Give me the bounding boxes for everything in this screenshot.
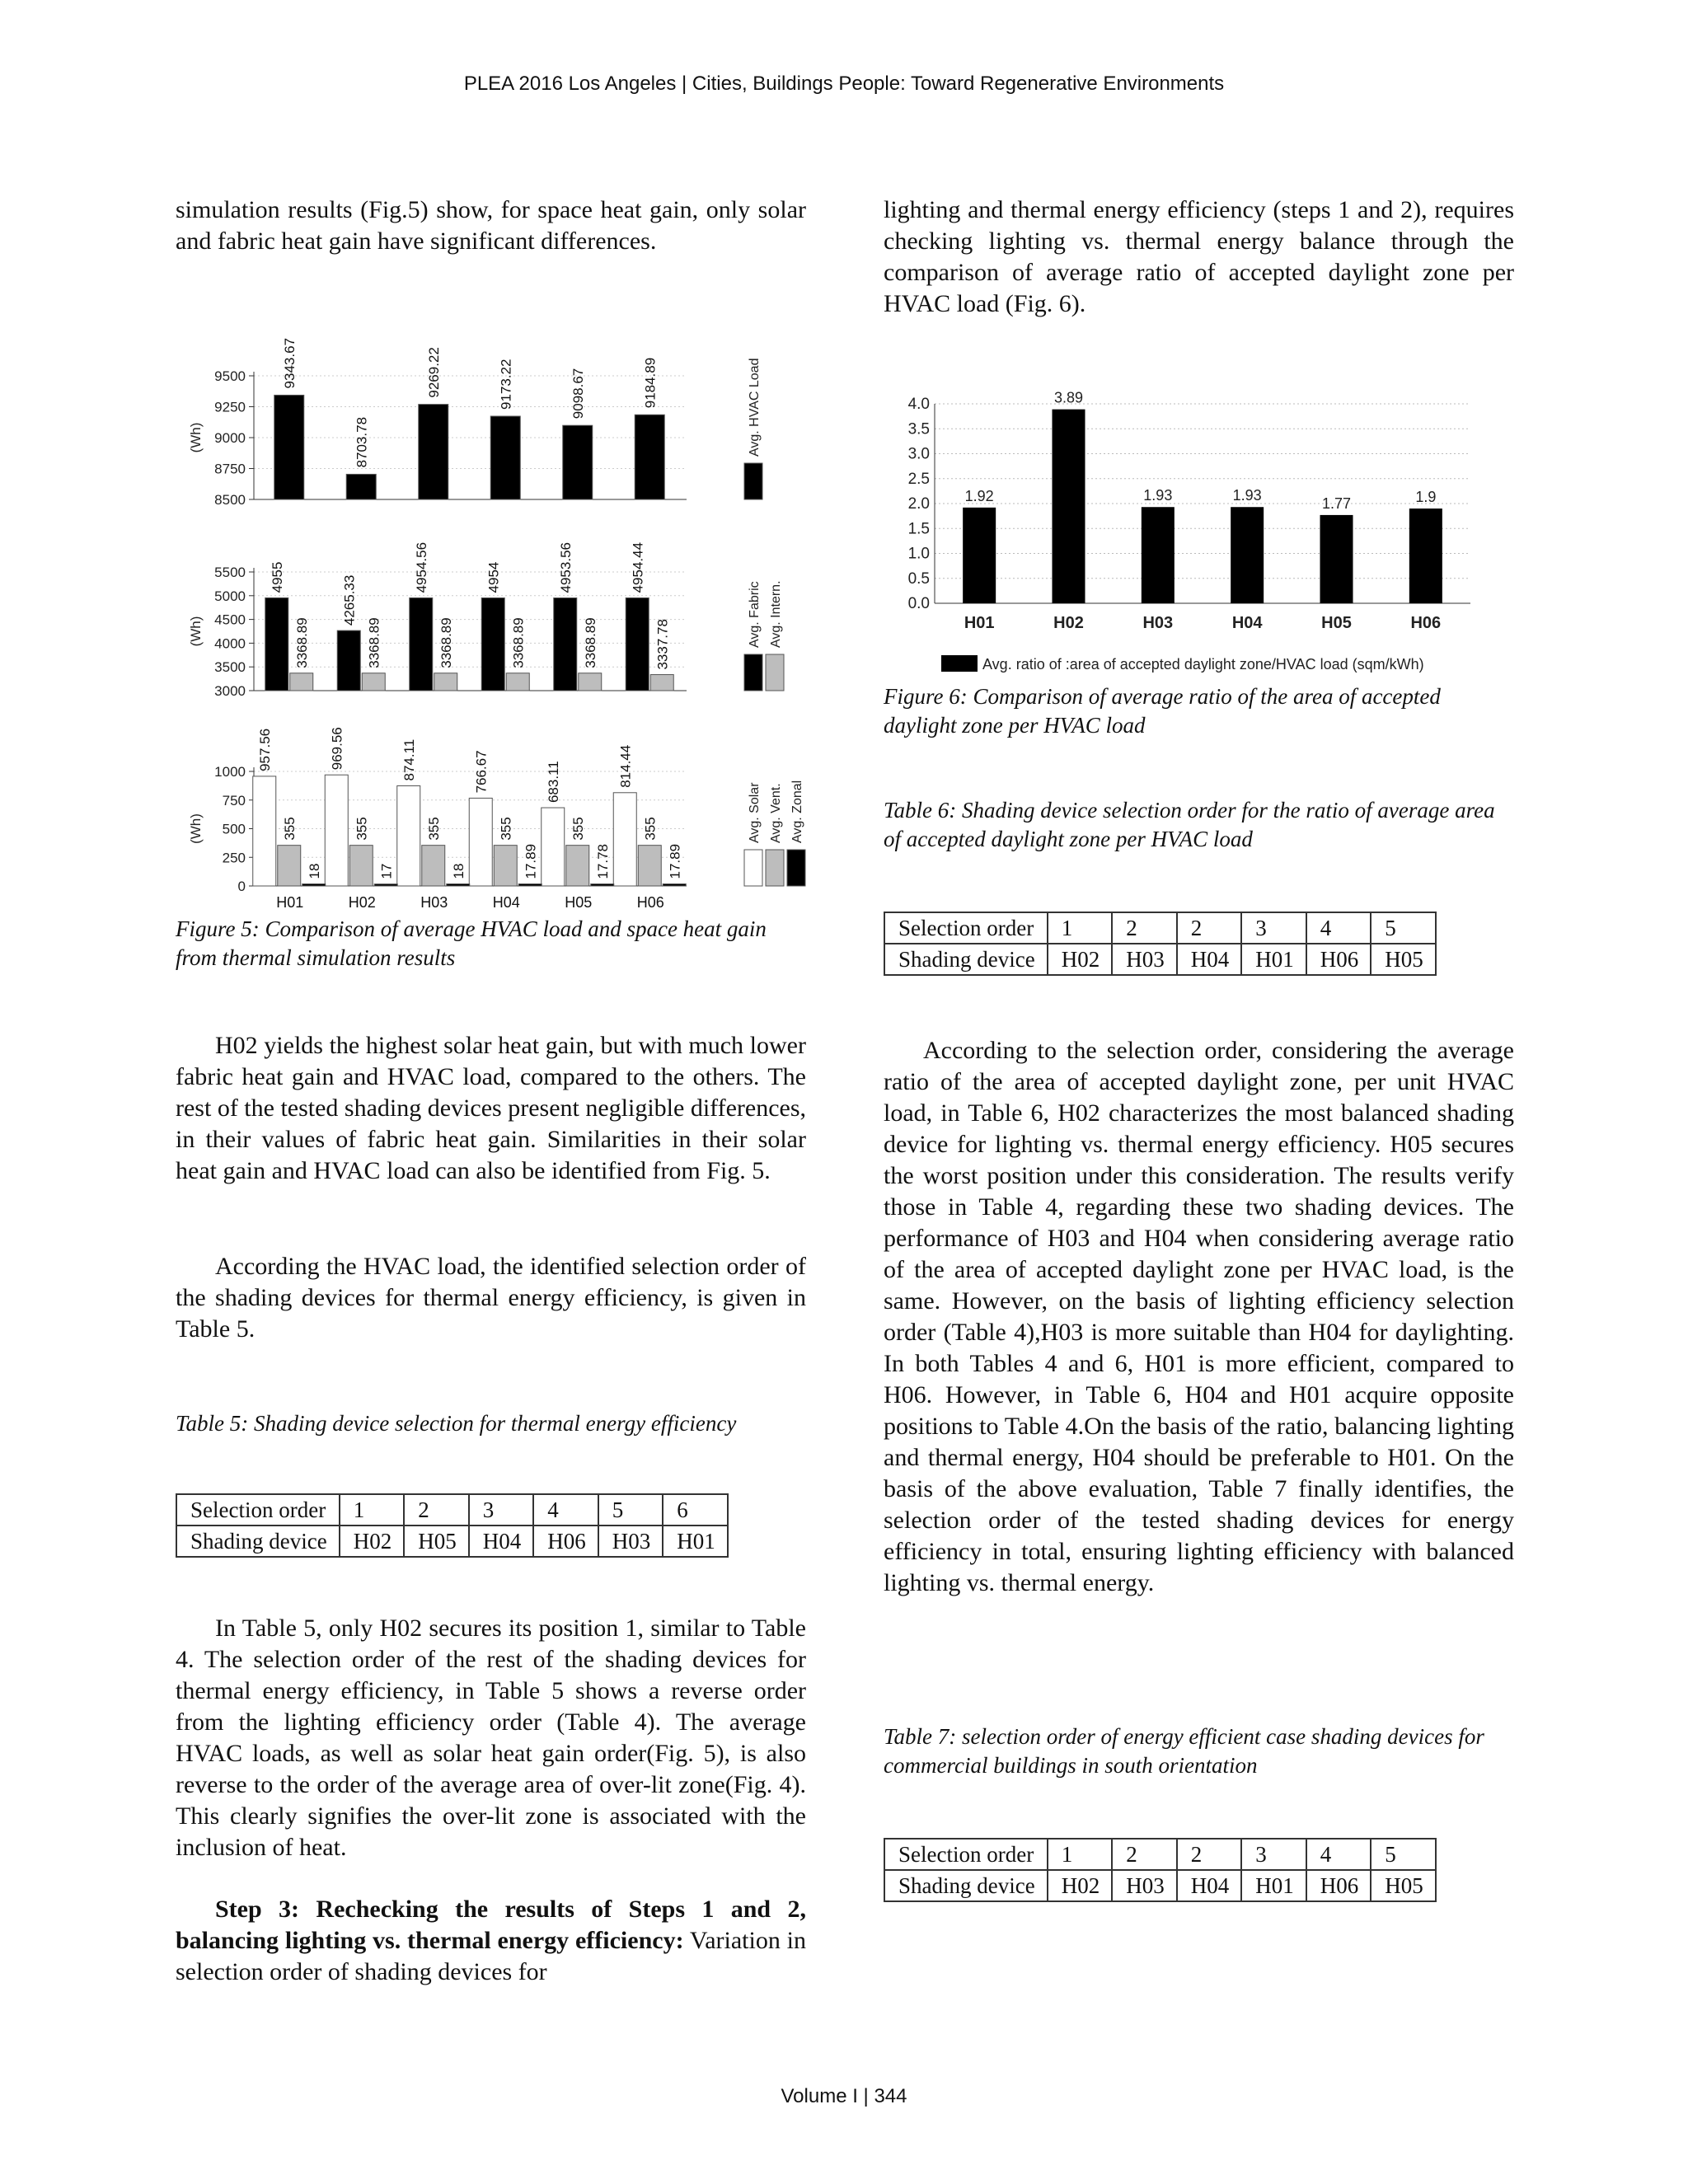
left-intro-paragraph: simulation results (Fig.5) show, for space heat gain, only solar and fabric heat gain have significant differences.: [176, 196, 806, 255]
bar: [635, 415, 664, 499]
data-label: 4955: [269, 561, 285, 593]
bar: [1053, 410, 1085, 603]
y-axis-label: (Wh): [188, 616, 204, 647]
bar: [518, 884, 542, 886]
bar: [1142, 507, 1175, 603]
bar: [374, 884, 397, 886]
data-label: 9343.67: [281, 337, 298, 389]
x-tick-label: H06: [1410, 614, 1442, 632]
table-cell: H02: [1048, 944, 1113, 975]
data-label: 957.56: [256, 728, 273, 771]
table-7-caption: Table 7: selection order of energy efficient case shading devices for commercial buildings in south orientation: [884, 1724, 1484, 1778]
x-tick-label: H04: [492, 894, 520, 911]
y-tick-label: 1.5: [907, 520, 930, 538]
table-row: [884, 1870, 1436, 1901]
table-cell: H01: [663, 1526, 728, 1557]
bar: [447, 883, 470, 886]
bar: [325, 775, 348, 886]
y-tick-label: 9500: [214, 368, 246, 384]
step-3-heading: Step 3: Rechecking the results of Steps 1 and 2, balancing lighting vs. thermal energy efficiency:: [176, 1896, 806, 1954]
table-cell: 4: [1306, 912, 1372, 944]
table-cell: 3: [1241, 912, 1306, 944]
bar: [422, 846, 445, 886]
table-cell: H05: [404, 1526, 469, 1557]
legend-label: Avg. ratio of :area of accepted daylight zone/HVAC load (sqm/kWh): [982, 656, 1424, 673]
data-label: 4954.44: [630, 541, 646, 593]
bar: [566, 846, 589, 886]
x-tick-label: H02: [348, 894, 376, 911]
data-label: 3337.78: [654, 619, 671, 670]
table-cell: H06: [1306, 944, 1372, 975]
y-tick-label: 8750: [214, 461, 246, 477]
bar: [302, 883, 326, 886]
table-cell: 3: [1241, 1839, 1306, 1870]
x-tick-label: H02: [1053, 614, 1084, 632]
data-label: 969.56: [329, 727, 345, 771]
x-tick-label: H01: [964, 614, 995, 632]
bar: [253, 776, 276, 886]
data-label: 1.92: [964, 487, 994, 504]
bar: [434, 673, 457, 691]
table-cell: H06: [533, 1526, 598, 1557]
y-axis-label: (Wh): [188, 813, 204, 844]
figure-5-chart: [176, 313, 818, 923]
table-6: [884, 912, 1437, 976]
y-tick-label: 0.0: [907, 595, 930, 612]
x-tick-label: H01: [276, 894, 304, 911]
table-cell: 4: [1306, 1839, 1372, 1870]
data-label: 4954: [485, 561, 502, 593]
data-label: 683.11: [545, 761, 561, 804]
legend-swatch: [766, 654, 784, 691]
legend-swatch: [941, 655, 978, 672]
y-tick-label: 3000: [214, 683, 246, 699]
bar: [1409, 509, 1442, 603]
y-tick-label: 0: [237, 879, 246, 894]
bar: [265, 598, 288, 691]
y-tick-label: 5500: [214, 565, 246, 580]
table-cell: 2: [1112, 1839, 1177, 1870]
y-tick-label: 500: [222, 821, 246, 837]
bar: [490, 416, 520, 499]
data-label: 8703.78: [354, 416, 370, 468]
page-header: PLEA 2016 Los Angeles | Cities, Buildings People: Toward Regenerative Environments: [463, 73, 1225, 95]
table-cell: 1: [1048, 912, 1113, 944]
data-label: 355: [642, 817, 659, 841]
data-label: 766.67: [473, 750, 490, 794]
table-cell: 1: [1048, 1839, 1113, 1870]
data-label: 17.89: [523, 843, 539, 879]
data-label: 355: [281, 817, 298, 841]
figure-5-panels: [188, 338, 805, 911]
data-label: 17: [378, 863, 395, 879]
step-3-text: Variation in selection order of shading devices for: [176, 1927, 806, 1985]
data-label: 4954.56: [413, 541, 429, 593]
table-cell: H03: [598, 1526, 663, 1557]
table-cell: Selection order: [884, 912, 1048, 944]
bar: [349, 846, 373, 886]
bar: [638, 846, 661, 886]
y-axis-label: (Wh): [188, 422, 204, 453]
bar: [626, 598, 649, 691]
y-tick-label: 8500: [214, 492, 246, 508]
table-row: [884, 912, 1436, 944]
table-cell: H01: [1241, 1870, 1306, 1901]
y-tick-label: 9250: [214, 399, 246, 415]
table-cell: H05: [1371, 944, 1436, 975]
x-tick-label: H05: [1321, 614, 1352, 632]
bar: [542, 808, 565, 886]
legend-label: Avg. Fabric: [748, 581, 762, 648]
legend-swatch: [766, 850, 784, 886]
data-label: 3368.89: [582, 617, 598, 668]
table-cell: H03: [1112, 944, 1177, 975]
legend-swatch: [787, 850, 805, 886]
bar: [563, 425, 593, 499]
figure-6-chart: [884, 387, 1526, 684]
y-tick-label: 9000: [214, 430, 246, 446]
data-label: 18: [306, 863, 322, 879]
data-label: 9269.22: [425, 347, 442, 398]
data-label: 355: [498, 817, 514, 841]
bar: [591, 884, 614, 886]
y-tick-label: 4000: [214, 635, 246, 652]
bar: [274, 395, 304, 499]
bar: [337, 630, 360, 691]
data-label: 3368.89: [510, 617, 527, 668]
table-row: [884, 944, 1436, 975]
table-row: [176, 1494, 728, 1526]
y-tick-label: 0.5: [907, 569, 930, 588]
data-label: 355: [570, 817, 586, 841]
table-row: [884, 1839, 1436, 1870]
table-cell: H04: [1177, 944, 1242, 975]
table-row: [176, 1526, 728, 1557]
y-tick-label: 1.0: [907, 545, 930, 563]
x-tick-label: H03: [1142, 614, 1174, 632]
table-5-caption: Table 5: Shading device selection for thermal energy efficiency: [176, 1411, 737, 1436]
data-label: 9173.22: [498, 359, 514, 410]
y-tick-label: 3.5: [907, 420, 930, 438]
bar: [397, 785, 420, 886]
table-cell: H04: [469, 1526, 534, 1557]
step-3-paragraph: [176, 1894, 806, 1988]
y-tick-label: 4500: [214, 612, 246, 628]
table-cell: H02: [1048, 1870, 1113, 1901]
table-cell: 2: [404, 1494, 469, 1526]
left-paragraph-2: According the HVAC load, the identified selection order of the shading devices for thermal energy efficiency, is given in Table 5.: [176, 1253, 806, 1343]
data-label: 814.44: [617, 744, 634, 788]
table-cell: H01: [1241, 944, 1306, 975]
y-tick-label: 3500: [214, 659, 246, 676]
table-cell: 1: [340, 1494, 405, 1526]
legend-label: Avg. Intern.: [769, 580, 783, 648]
data-label: 3.89: [1053, 389, 1084, 406]
table-7: [884, 1838, 1437, 1902]
data-label: 17.89: [667, 843, 683, 879]
table-cell: H05: [1371, 1870, 1436, 1901]
table-cell: H06: [1306, 1870, 1372, 1901]
figure-6-caption: Figure 6: Comparison of average ratio of the area of accepted daylight zone per HVAC load: [884, 684, 1441, 738]
table-cell: H04: [1177, 1870, 1242, 1901]
bar: [346, 474, 376, 499]
table-cell: Shading device: [884, 1870, 1048, 1901]
table-cell: 5: [1371, 1839, 1436, 1870]
legend-swatch: [744, 463, 762, 499]
table-cell: 5: [598, 1494, 663, 1526]
y-tick-label: 2.5: [907, 470, 930, 488]
y-tick-label: 4.0: [907, 396, 930, 413]
table-cell: Selection order: [884, 1839, 1048, 1870]
data-label: 3368.89: [293, 617, 310, 668]
y-tick-label: 750: [222, 792, 246, 808]
bar: [419, 405, 448, 499]
x-tick-label: H03: [420, 894, 448, 911]
y-tick-label: 5000: [214, 588, 246, 604]
legend-label: Avg. Vent.: [769, 783, 783, 843]
left-paragraph-1: H02 yields the highest solar heat gain, but with much lower fabric heat gain and HVAC load, compared to the others. The rest of the tested shading devices present negligible differences, in their values of fabric heat gain. Similarities in their solar heat gain and HVAC load can also be identified from Fig. 5.: [176, 1032, 807, 1184]
table-cell: 2: [1112, 912, 1177, 944]
legend-label: Avg. Zonal: [790, 780, 804, 843]
y-tick-label: 3.0: [907, 445, 930, 463]
bar: [290, 673, 313, 691]
x-tick-label: H06: [636, 894, 664, 911]
data-label: 3368.89: [438, 617, 454, 668]
bar: [1320, 515, 1353, 603]
figure-5-caption: Figure 5: Comparison of average HVAC load and space heat gain from thermal simulation results: [176, 916, 767, 970]
table-cell: 5: [1371, 912, 1436, 944]
data-label: 1.93: [1143, 487, 1173, 504]
bar: [663, 884, 686, 886]
bar: [506, 673, 529, 691]
right-paragraph-1: According to the selection order, considering the average ratio of the area of accepted daylight zone, per unit HVAC load, in Table 6, H02 characterizes the most balanced shading device for lighting vs. thermal energy efficiency. H05 secures the worst position under this consideration. The results verify those in Table 4, regarding these two shading devices. The performance of H03 and H04 when considering average ratio of the area of accepted daylight zone per HVAC load, is the same. However, on the basis of lighting efficiency selection order (Table 4),H03 is more suitable than H04 for daylighting. In both Tables 4 and 6, H01 is more efficient, compared to H06. However, in Table 6, H04 and H01 acquire opposite positions to Table 4.On the basis of the ratio, balancing lighting and thermal energy, H04 should be preferable to H01. On the basis of the above evaluation, Table 7 finally identifies, the selection order of the tested shading devices for energy efficiency in total, ensuring lighting efficiency with balanced lighting vs. thermal energy.: [884, 1037, 1514, 1596]
x-tick-label: H04: [1231, 614, 1263, 632]
data-label: 355: [354, 817, 370, 841]
data-label: 4265.33: [341, 574, 358, 626]
legend-label: Avg. Solar: [748, 782, 762, 843]
bar: [963, 508, 996, 603]
table-cell: H02: [340, 1526, 405, 1557]
bar: [1231, 507, 1264, 603]
bar: [554, 598, 577, 691]
table-cell: 2: [1177, 912, 1242, 944]
bar: [613, 793, 636, 886]
table-6-caption: Table 6: Shading device selection order for the ratio of average area of accepted daylight zone per HVAC load: [884, 798, 1495, 851]
table-cell: 6: [663, 1494, 728, 1526]
bar: [410, 598, 433, 691]
bar: [494, 846, 517, 886]
table-5: [176, 1493, 729, 1558]
legend-swatch: [744, 850, 762, 886]
bar: [481, 598, 504, 691]
bar: [579, 673, 602, 691]
y-tick-label: 1000: [214, 764, 246, 780]
table-cell: 4: [533, 1494, 598, 1526]
data-label: 1.93: [1232, 487, 1262, 504]
figure-6-plot: [908, 390, 1470, 673]
bar: [650, 675, 673, 691]
table-cell: 3: [469, 1494, 534, 1526]
page-footer: Volume I | 344: [781, 2085, 907, 2107]
table-cell: H03: [1112, 1870, 1177, 1901]
table-cell: Shading device: [176, 1526, 340, 1557]
y-tick-label: 2.0: [907, 495, 930, 513]
table-cell: Selection order: [176, 1494, 340, 1526]
legend-label: Avg. HVAC Load: [748, 358, 762, 457]
x-tick-label: H05: [565, 894, 593, 911]
bar: [362, 673, 385, 691]
legend-swatch: [744, 654, 762, 691]
bar: [469, 798, 492, 886]
right-intro-paragraph: lighting and thermal energy efficiency (steps 1 and 2), requires checking lighting vs. thermal energy balance through the comparison of average ratio of accepted daylight zone per HVAC load (Fig. 6).: [884, 196, 1514, 317]
data-label: 4953.56: [557, 542, 574, 593]
data-label: 9098.67: [570, 368, 586, 419]
data-label: 9184.89: [642, 357, 659, 409]
table-cell: Shading device: [884, 944, 1048, 975]
y-tick-label: 250: [222, 850, 246, 866]
data-label: 1.9: [1415, 489, 1437, 506]
data-label: 17.78: [594, 843, 611, 879]
data-label: 874.11: [401, 738, 417, 781]
data-label: 355: [425, 817, 442, 841]
table-cell: 2: [1177, 1839, 1242, 1870]
data-label: 18: [450, 863, 467, 879]
left-paragraph-3: In Table 5, only H02 secures its position 1, similar to Table 4. The selection order of the rest of the shading devices for thermal energy efficiency, in Table 5 shows a reverse order from the lighting efficiency order (Table 4). The average HVAC loads, as well as solar heat gain order(Fig. 5), is also reverse to the order of the average area of over-lit zone(Fig. 4). This clearly signifies the over-lit zone is associated with the inclusion of heat.: [176, 1615, 806, 1861]
data-label: 3368.89: [366, 617, 382, 668]
bar: [278, 846, 301, 886]
data-label: 1.77: [1321, 494, 1352, 512]
